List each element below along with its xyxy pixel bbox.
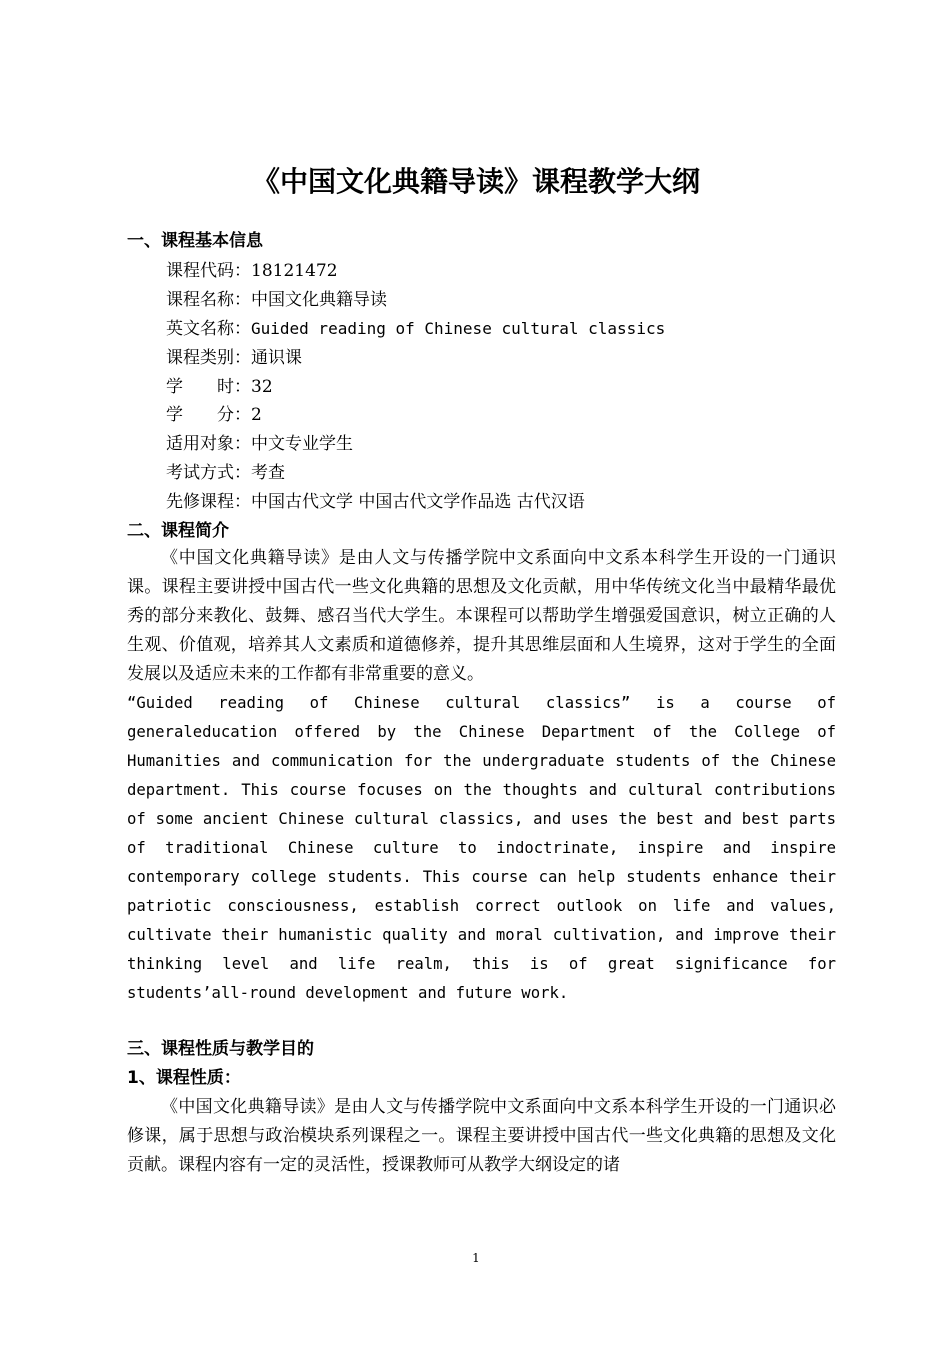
info-label: 课程代码： [166, 261, 251, 281]
info-value: 32 [251, 377, 273, 397]
info-label: 学 时： [166, 377, 251, 397]
info-row-english-name [166, 317, 665, 341]
section3-heading: 三、课程性质与教学目的 [127, 1039, 314, 1059]
section2-chinese-paragraph: 《中国文化典籍导读》是由人文与传播学院中文系面向中文系本科学生开设的一门通识课。课程主要讲授中国古代一些文化典籍的思想及文化贡献，用中华传统文化当中最精华最优秀的部分来教化、鼓舞、感召当代大学生。本课程可以帮助学生增强爱国意识，树立正确的人生观、价值观，培养其人文素质和道德修养，提升其思维层面和人生境界，这对于学生的全面发展以及适应未来的工作都有非常重要的意义。 [127, 548, 836, 684]
info-row-category [166, 346, 302, 370]
info-row-audience [166, 432, 353, 456]
info-row-name [166, 288, 387, 312]
info-row-exam [166, 461, 285, 485]
info-row-code [166, 259, 338, 283]
info-row-hours [166, 375, 273, 399]
section2-heading: 二、课程简介 [127, 521, 229, 541]
info-value: 中文专业学生 [251, 434, 353, 454]
info-row-prerequisites [166, 490, 585, 514]
info-row-credits [166, 403, 262, 427]
info-label: 适用对象： [166, 434, 251, 454]
info-value: 中国文化典籍导读 [251, 290, 387, 310]
info-label: 课程名称： [166, 290, 251, 310]
section3-paragraph: 《中国文化典籍导读》是由人文与传播学院中文系面向中文系本科学生开设的一门通识必修课，属于思想与政治模块系列课程之一。课程主要讲授中国古代一些文化典籍的思想及文化贡献。课程内容有一定的灵活性，授课教师可从教学大纲设定的诸 [127, 1097, 836, 1175]
document-title: 《中国文化典籍导读》课程教学大纲 [251, 165, 700, 198]
info-value: Guided reading of Chinese cultural classics [251, 319, 666, 338]
info-value: 中国古代文学 中国古代文学作品选 古代汉语 [251, 492, 585, 512]
info-label: 先修课程： [166, 492, 251, 512]
page-number: 1 [472, 1251, 480, 1265]
info-label: 考试方式： [166, 463, 251, 483]
section1-heading: 一、课程基本信息 [127, 231, 263, 251]
info-value: 考查 [251, 463, 285, 483]
info-label: 课程类别： [166, 348, 251, 368]
info-value: 通识课 [251, 348, 302, 368]
section3-subheading: 1、课程性质： [127, 1068, 241, 1088]
info-label: 英文名称： [166, 319, 251, 339]
info-value: 18121472 [251, 261, 338, 281]
section2-english-paragraph: “Guided reading of Chinese cultural classics” is a course of generaleducation offered by the Chinese Department of the College of Humanities and communication for the undergraduate students of the Chinese department. This course focuses on the thoughts and cultural contributions of some ancient Chinese cultural classics, and uses the best and best parts of traditional Chinese culture to indoctrinate, inspire and inspire contemporary college students. This course can help students enhance their patriotic consciousness, establish correct outlook on life and values, cultivate their humanistic quality and moral cultivation, and improve their thinking level and life realm, this is of great significance for students’all-round development and future work. [127, 694, 836, 1002]
info-value: 2 [251, 405, 262, 425]
info-label: 学 分： [166, 405, 251, 425]
